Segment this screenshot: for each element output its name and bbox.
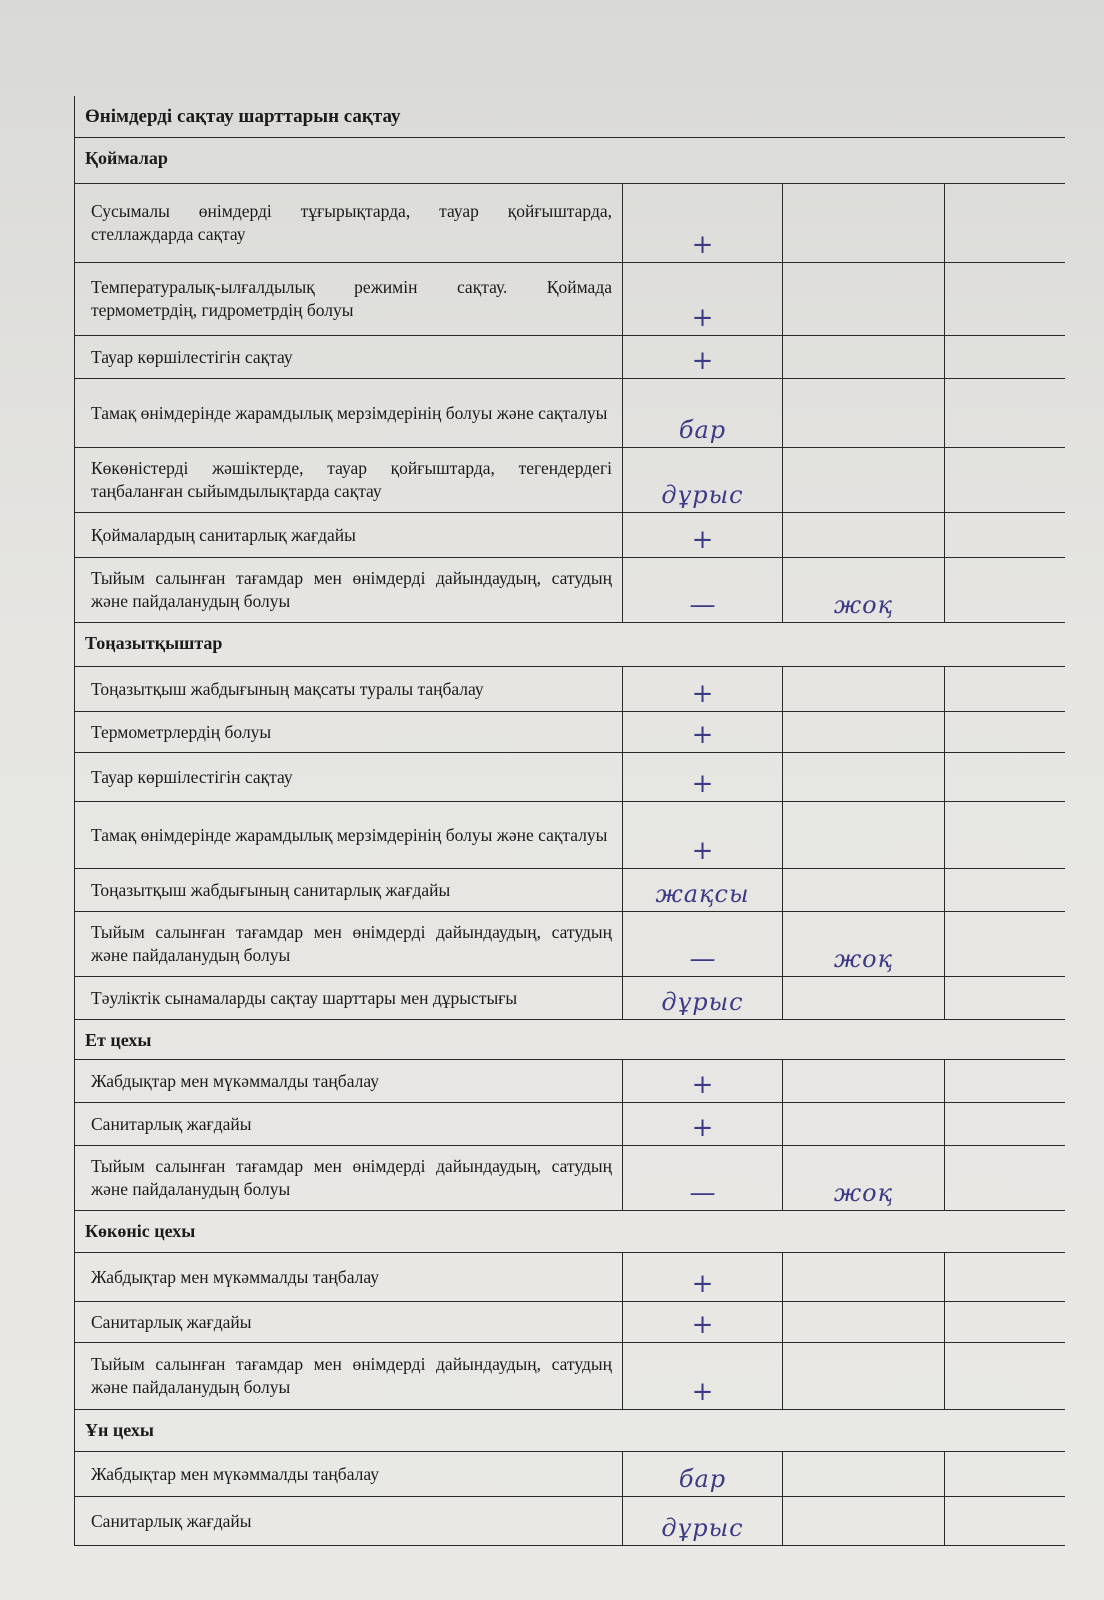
note-cell — [783, 1060, 945, 1102]
note-cell — [783, 712, 945, 752]
table-row — [75, 1253, 1065, 1302]
note-cell — [783, 1302, 945, 1342]
table-row — [75, 263, 1065, 336]
criterion-text: Жабдықтар мен мүкәммалды таңбалау — [75, 1060, 623, 1102]
table-row — [75, 912, 1065, 977]
criterion-text: Тоңазытқыш жабдығының мақсаты туралы таңбалау — [75, 667, 623, 711]
handwritten-mark: дұрыс — [661, 988, 744, 1016]
handwritten-mark: — — [689, 1178, 716, 1208]
empty-cell — [945, 513, 1065, 557]
empty-cell — [945, 1302, 1065, 1342]
assessment-cell — [623, 1497, 783, 1545]
assessment-cell — [623, 977, 783, 1019]
assessment-cell — [623, 1452, 783, 1496]
handwritten-mark: + — [691, 679, 714, 709]
criterion-text: Жабдықтар мен мүкәммалды таңбалау — [75, 1452, 623, 1496]
empty-cell — [945, 667, 1065, 711]
section-header: Ет цехы — [75, 1020, 1065, 1060]
handwritten-mark: — — [689, 944, 716, 974]
assessment-cell — [623, 379, 783, 447]
table-row — [75, 558, 1065, 623]
empty-cell — [945, 379, 1065, 447]
assessment-cell — [623, 802, 783, 868]
handwritten-mark: — — [689, 590, 716, 620]
section-header: Ұн цехы — [75, 1410, 1065, 1452]
criterion-text: Тамақ өнімдерінде жарамдылық мерзімдерінің болуы және сақталуы — [75, 379, 623, 447]
note-cell — [783, 912, 945, 976]
table-row — [75, 869, 1065, 912]
criterion-text: Тамақ өнімдерінде жарамдылық мерзімдерінің болуы және сақталуы — [75, 802, 623, 868]
empty-cell — [945, 912, 1065, 976]
empty-cell — [945, 1253, 1065, 1301]
table-row — [75, 379, 1065, 448]
empty-cell — [945, 1452, 1065, 1496]
empty-cell — [945, 869, 1065, 911]
assessment-cell — [623, 558, 783, 622]
empty-cell — [945, 753, 1065, 801]
handwritten-mark: + — [691, 1113, 714, 1143]
criterion-text: Тыйым салынған тағамдар мен өнімдерді дайындаудың, сатудың және пайдаланудың болуы — [75, 912, 623, 976]
empty-cell — [945, 977, 1065, 1019]
handwritten-mark: + — [691, 769, 714, 799]
empty-cell — [945, 184, 1065, 262]
note-cell — [783, 869, 945, 911]
assessment-cell — [623, 1103, 783, 1145]
handwritten-mark: дұрыс — [661, 1514, 744, 1542]
empty-cell — [945, 448, 1065, 512]
empty-cell — [945, 263, 1065, 335]
empty-cell — [945, 1060, 1065, 1102]
table-row — [75, 1343, 1065, 1410]
assessment-cell — [623, 448, 783, 512]
criterion-text: Санитарлық жағдайы — [75, 1302, 623, 1342]
criterion-text: Тауар көршілестігін сақтау — [75, 336, 623, 378]
handwritten-mark: + — [691, 1269, 714, 1299]
note-cell — [783, 379, 945, 447]
handwritten-note: жоқ — [833, 1179, 894, 1207]
note-cell — [783, 513, 945, 557]
note-cell — [783, 1146, 945, 1210]
note-cell — [783, 336, 945, 378]
table-row — [75, 1103, 1065, 1146]
assessment-cell — [623, 1302, 783, 1342]
note-cell — [783, 448, 945, 512]
note-cell — [783, 1452, 945, 1496]
inspection-sheet — [74, 96, 1065, 1546]
assessment-cell — [623, 667, 783, 711]
note-cell — [783, 1253, 945, 1301]
handwritten-mark: + — [691, 346, 714, 376]
table-row — [75, 712, 1065, 753]
handwritten-mark: дұрыс — [661, 481, 744, 509]
note-cell — [783, 263, 945, 335]
note-cell — [783, 667, 945, 711]
table-row — [75, 448, 1065, 513]
assessment-cell — [623, 1060, 783, 1102]
criterion-text: Жабдықтар мен мүкәммалды таңбалау — [75, 1253, 623, 1301]
table-row — [75, 667, 1065, 712]
table-row — [75, 184, 1065, 263]
criterion-text: Сусымалы өнімдерді тұғырықтарда, тауар қойғыштарда, стеллаждарда сақтау — [75, 184, 623, 262]
note-cell — [783, 1497, 945, 1545]
handwritten-mark: + — [691, 525, 714, 555]
criterion-text: Қоймалардың санитарлық жағдайы — [75, 513, 623, 557]
empty-cell — [945, 336, 1065, 378]
note-cell — [783, 753, 945, 801]
assessment-cell — [623, 712, 783, 752]
assessment-cell — [623, 1253, 783, 1301]
section-header: Қоймалар — [75, 138, 1065, 184]
assessment-cell — [623, 1146, 783, 1210]
assessment-cell — [623, 912, 783, 976]
section-header: Тоңазытқыштар — [75, 623, 1065, 667]
criterion-text: Тыйым салынған тағамдар мен өнімдерді дайындаудың, сатудың және пайдаланудың болуы — [75, 1343, 623, 1409]
empty-cell — [945, 1103, 1065, 1145]
criterion-text: Термометрлердің болуы — [75, 712, 623, 752]
table-row — [75, 1060, 1065, 1103]
criterion-text: Температуралық-ылғалдылық режимін сақтау. Қоймада термометрдің, гидрометрдің болуы — [75, 263, 623, 335]
handwritten-mark: + — [691, 1070, 714, 1100]
assessment-cell — [623, 869, 783, 911]
handwritten-mark: + — [691, 1310, 714, 1340]
checklist-table — [75, 138, 1065, 1546]
table-row — [75, 802, 1065, 869]
assessment-cell — [623, 336, 783, 378]
table-row — [75, 1497, 1065, 1546]
table-row — [75, 1146, 1065, 1211]
table-row — [75, 513, 1065, 558]
criterion-text: Санитарлық жағдайы — [75, 1497, 623, 1545]
section-header: Көкөніс цехы — [75, 1211, 1065, 1253]
handwritten-mark: + — [691, 303, 714, 333]
table-row — [75, 336, 1065, 379]
empty-cell — [945, 558, 1065, 622]
criterion-text: Тәуліктік сынамаларды сақтау шарттары мен дұрыстығы — [75, 977, 623, 1019]
empty-cell — [945, 1146, 1065, 1210]
note-cell — [783, 558, 945, 622]
empty-cell — [945, 1343, 1065, 1409]
table-row — [75, 1452, 1065, 1497]
empty-cell — [945, 712, 1065, 752]
table-row — [75, 977, 1065, 1020]
handwritten-mark: бар — [678, 1465, 727, 1493]
empty-cell — [945, 1497, 1065, 1545]
handwritten-mark: жақсы — [655, 880, 750, 908]
note-cell — [783, 1103, 945, 1145]
criterion-text: Тыйым салынған тағамдар мен өнімдерді дайындаудың, сатудың және пайдаланудың болуы — [75, 1146, 623, 1210]
note-cell — [783, 184, 945, 262]
note-cell — [783, 1343, 945, 1409]
criterion-text: Санитарлық жағдайы — [75, 1103, 623, 1145]
note-cell — [783, 977, 945, 1019]
handwritten-mark: + — [691, 1377, 714, 1407]
criterion-text: Көкөністерді жәшіктерде, тауар қойғыштарда, тегендердегі таңбаланған сыйымдылықтарда сақтау — [75, 448, 623, 512]
handwritten-mark: + — [691, 230, 714, 260]
criterion-text: Тоңазытқыш жабдығының санитарлық жағдайы — [75, 869, 623, 911]
criterion-text: Тыйым салынған тағамдар мен өнімдерді дайындаудың, сатудың және пайдаланудың болуы — [75, 558, 623, 622]
handwritten-mark: + — [691, 720, 714, 750]
assessment-cell — [623, 513, 783, 557]
handwritten-note: жоқ — [833, 945, 894, 973]
handwritten-mark: + — [691, 836, 714, 866]
assessment-cell — [623, 1343, 783, 1409]
empty-cell — [945, 802, 1065, 868]
criterion-text: Тауар көршілестігін сақтау — [75, 753, 623, 801]
page-title: Өнімдерді сақтау шарттарын сақтау — [75, 96, 1065, 138]
handwritten-note: жоқ — [833, 591, 894, 619]
assessment-cell — [623, 753, 783, 801]
note-cell — [783, 802, 945, 868]
table-row — [75, 1302, 1065, 1343]
handwritten-mark: бар — [678, 416, 727, 444]
assessment-cell — [623, 184, 783, 262]
assessment-cell — [623, 263, 783, 335]
table-row — [75, 753, 1065, 802]
